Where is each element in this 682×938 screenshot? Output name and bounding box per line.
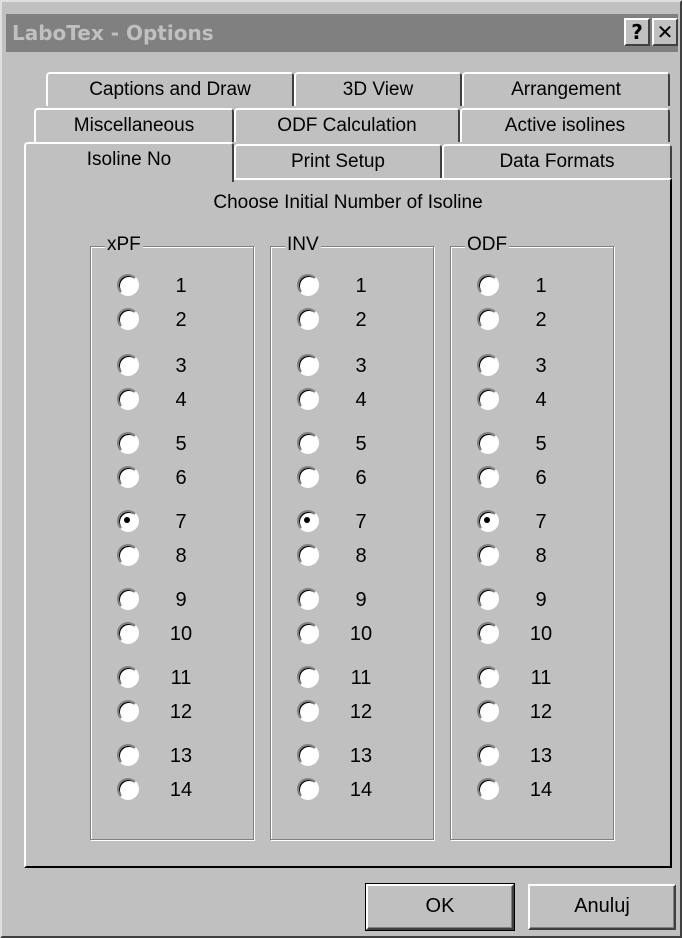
cancel-button[interactable]: Anuluj: [528, 884, 676, 930]
radio-label: 3: [175, 355, 187, 377]
radio-label: 13: [529, 745, 553, 767]
tab-isoline-no[interactable]: Isoline No: [24, 142, 234, 182]
radio-label: 5: [355, 433, 367, 455]
radio-label: 14: [529, 779, 553, 801]
radio-button[interactable]: [297, 666, 319, 688]
radio-button[interactable]: [477, 700, 499, 722]
isoline-no-panel: [24, 178, 672, 868]
radio-button[interactable]: [297, 588, 319, 610]
radio-button[interactable]: [297, 466, 319, 488]
radio-label: 2: [175, 309, 187, 331]
radio-button[interactable]: [117, 588, 139, 610]
radio-button[interactable]: [477, 432, 499, 454]
radio-label: 6: [175, 467, 187, 489]
radio-button[interactable]: [477, 274, 499, 296]
radio-button[interactable]: [117, 700, 139, 722]
radio-label: 5: [535, 433, 547, 455]
radio-label: 11: [350, 667, 372, 689]
radio-label: 1: [535, 275, 547, 297]
radio-label: 13: [349, 745, 373, 767]
radio-button[interactable]: [477, 354, 499, 376]
odf-group: [450, 234, 614, 840]
radio-button[interactable]: [297, 274, 319, 296]
radio-button[interactable]: [477, 666, 499, 688]
radio-label: 12: [529, 701, 553, 723]
radio-label: 6: [535, 467, 547, 489]
radio-label: 14: [169, 779, 193, 801]
radio-label: 5: [175, 433, 187, 455]
radio-button[interactable]: [117, 388, 139, 410]
radio-button[interactable]: [477, 622, 499, 644]
group-label-odf: ODF: [467, 234, 508, 255]
radio-label: 3: [535, 355, 547, 377]
radio-button[interactable]: [297, 700, 319, 722]
radio-button[interactable]: [117, 354, 139, 376]
radio-button[interactable]: [297, 388, 319, 410]
radio-label: 7: [535, 511, 547, 533]
tab-3d-view[interactable]: 3D View: [294, 72, 462, 106]
radio-label: 3: [355, 355, 367, 377]
radio-button[interactable]: [117, 466, 139, 488]
radio-label: 2: [355, 309, 367, 331]
xpf-group: [90, 234, 254, 840]
inv-group: [270, 234, 434, 840]
radio-label: 4: [175, 389, 187, 411]
tab-captions-and-draw[interactable]: Captions and Draw: [46, 72, 294, 106]
radio-button[interactable]: [477, 308, 499, 330]
radio-label: 9: [535, 589, 547, 611]
close-button[interactable]: ✕: [652, 18, 678, 46]
radio-label: 9: [355, 589, 367, 611]
radio-button[interactable]: [117, 274, 139, 296]
title-bar[interactable]: [6, 14, 678, 52]
radio-button[interactable]: [117, 744, 139, 766]
radio-button[interactable]: [297, 308, 319, 330]
radio-label: 8: [535, 545, 547, 567]
radio-button[interactable]: [117, 778, 139, 800]
radio-label: 1: [175, 275, 187, 297]
radio-button[interactable]: [117, 510, 139, 532]
radio-button[interactable]: [117, 622, 139, 644]
radio-label: 6: [355, 467, 367, 489]
radio-button[interactable]: [477, 778, 499, 800]
radio-label: 8: [175, 545, 187, 567]
group-label-inv: INV: [287, 234, 319, 255]
radio-button[interactable]: [297, 544, 319, 566]
radio-button[interactable]: [477, 466, 499, 488]
radio-button[interactable]: [477, 588, 499, 610]
radio-button[interactable]: [117, 308, 139, 330]
radio-button[interactable]: [477, 510, 499, 532]
radio-label: 1: [355, 275, 367, 297]
radio-button[interactable]: [297, 354, 319, 376]
radio-label: 14: [349, 779, 373, 801]
radio-button[interactable]: [297, 622, 319, 644]
radio-button[interactable]: [297, 778, 319, 800]
tab-miscellaneous[interactable]: Miscellaneous: [34, 108, 234, 142]
radio-label: 4: [535, 389, 547, 411]
radio-label: 13: [169, 745, 193, 767]
radio-label: 10: [169, 623, 193, 645]
radio-label: 9: [175, 589, 187, 611]
radio-label: 10: [349, 623, 373, 645]
window-title: LaboTex - Options: [12, 21, 214, 45]
radio-label: 12: [349, 701, 373, 723]
radio-label: 7: [175, 511, 187, 533]
radio-button[interactable]: [297, 432, 319, 454]
radio-label: 12: [169, 701, 193, 723]
radio-button[interactable]: [477, 744, 499, 766]
radio-label: 7: [355, 511, 367, 533]
radio-label: 11: [170, 667, 192, 689]
tab-print-setup[interactable]: Print Setup: [234, 144, 442, 178]
help-button[interactable]: ?: [624, 18, 650, 46]
group-label-xpf: xPF: [107, 234, 141, 255]
tab-data-formats[interactable]: Data Formats: [442, 144, 672, 178]
radio-label: 2: [535, 309, 547, 331]
tab-arrangement[interactable]: Arrangement: [462, 72, 670, 106]
radio-button[interactable]: [117, 666, 139, 688]
panel-heading: Choose Initial Number of Isoline: [213, 192, 483, 213]
tab-active-isolines[interactable]: Active isolines: [460, 108, 670, 142]
radio-label: 10: [529, 623, 553, 645]
tab-odf-calculation[interactable]: ODF Calculation: [234, 108, 460, 142]
radio-button[interactable]: [297, 510, 319, 532]
radio-label: 4: [355, 389, 367, 411]
radio-label: 11: [530, 667, 552, 689]
radio-label: 8: [355, 545, 367, 567]
radio-button[interactable]: [477, 544, 499, 566]
radio-button[interactable]: [477, 388, 499, 410]
radio-button[interactable]: [117, 544, 139, 566]
ok-button[interactable]: OK: [366, 884, 514, 930]
radio-button[interactable]: [297, 744, 319, 766]
radio-button[interactable]: [117, 432, 139, 454]
